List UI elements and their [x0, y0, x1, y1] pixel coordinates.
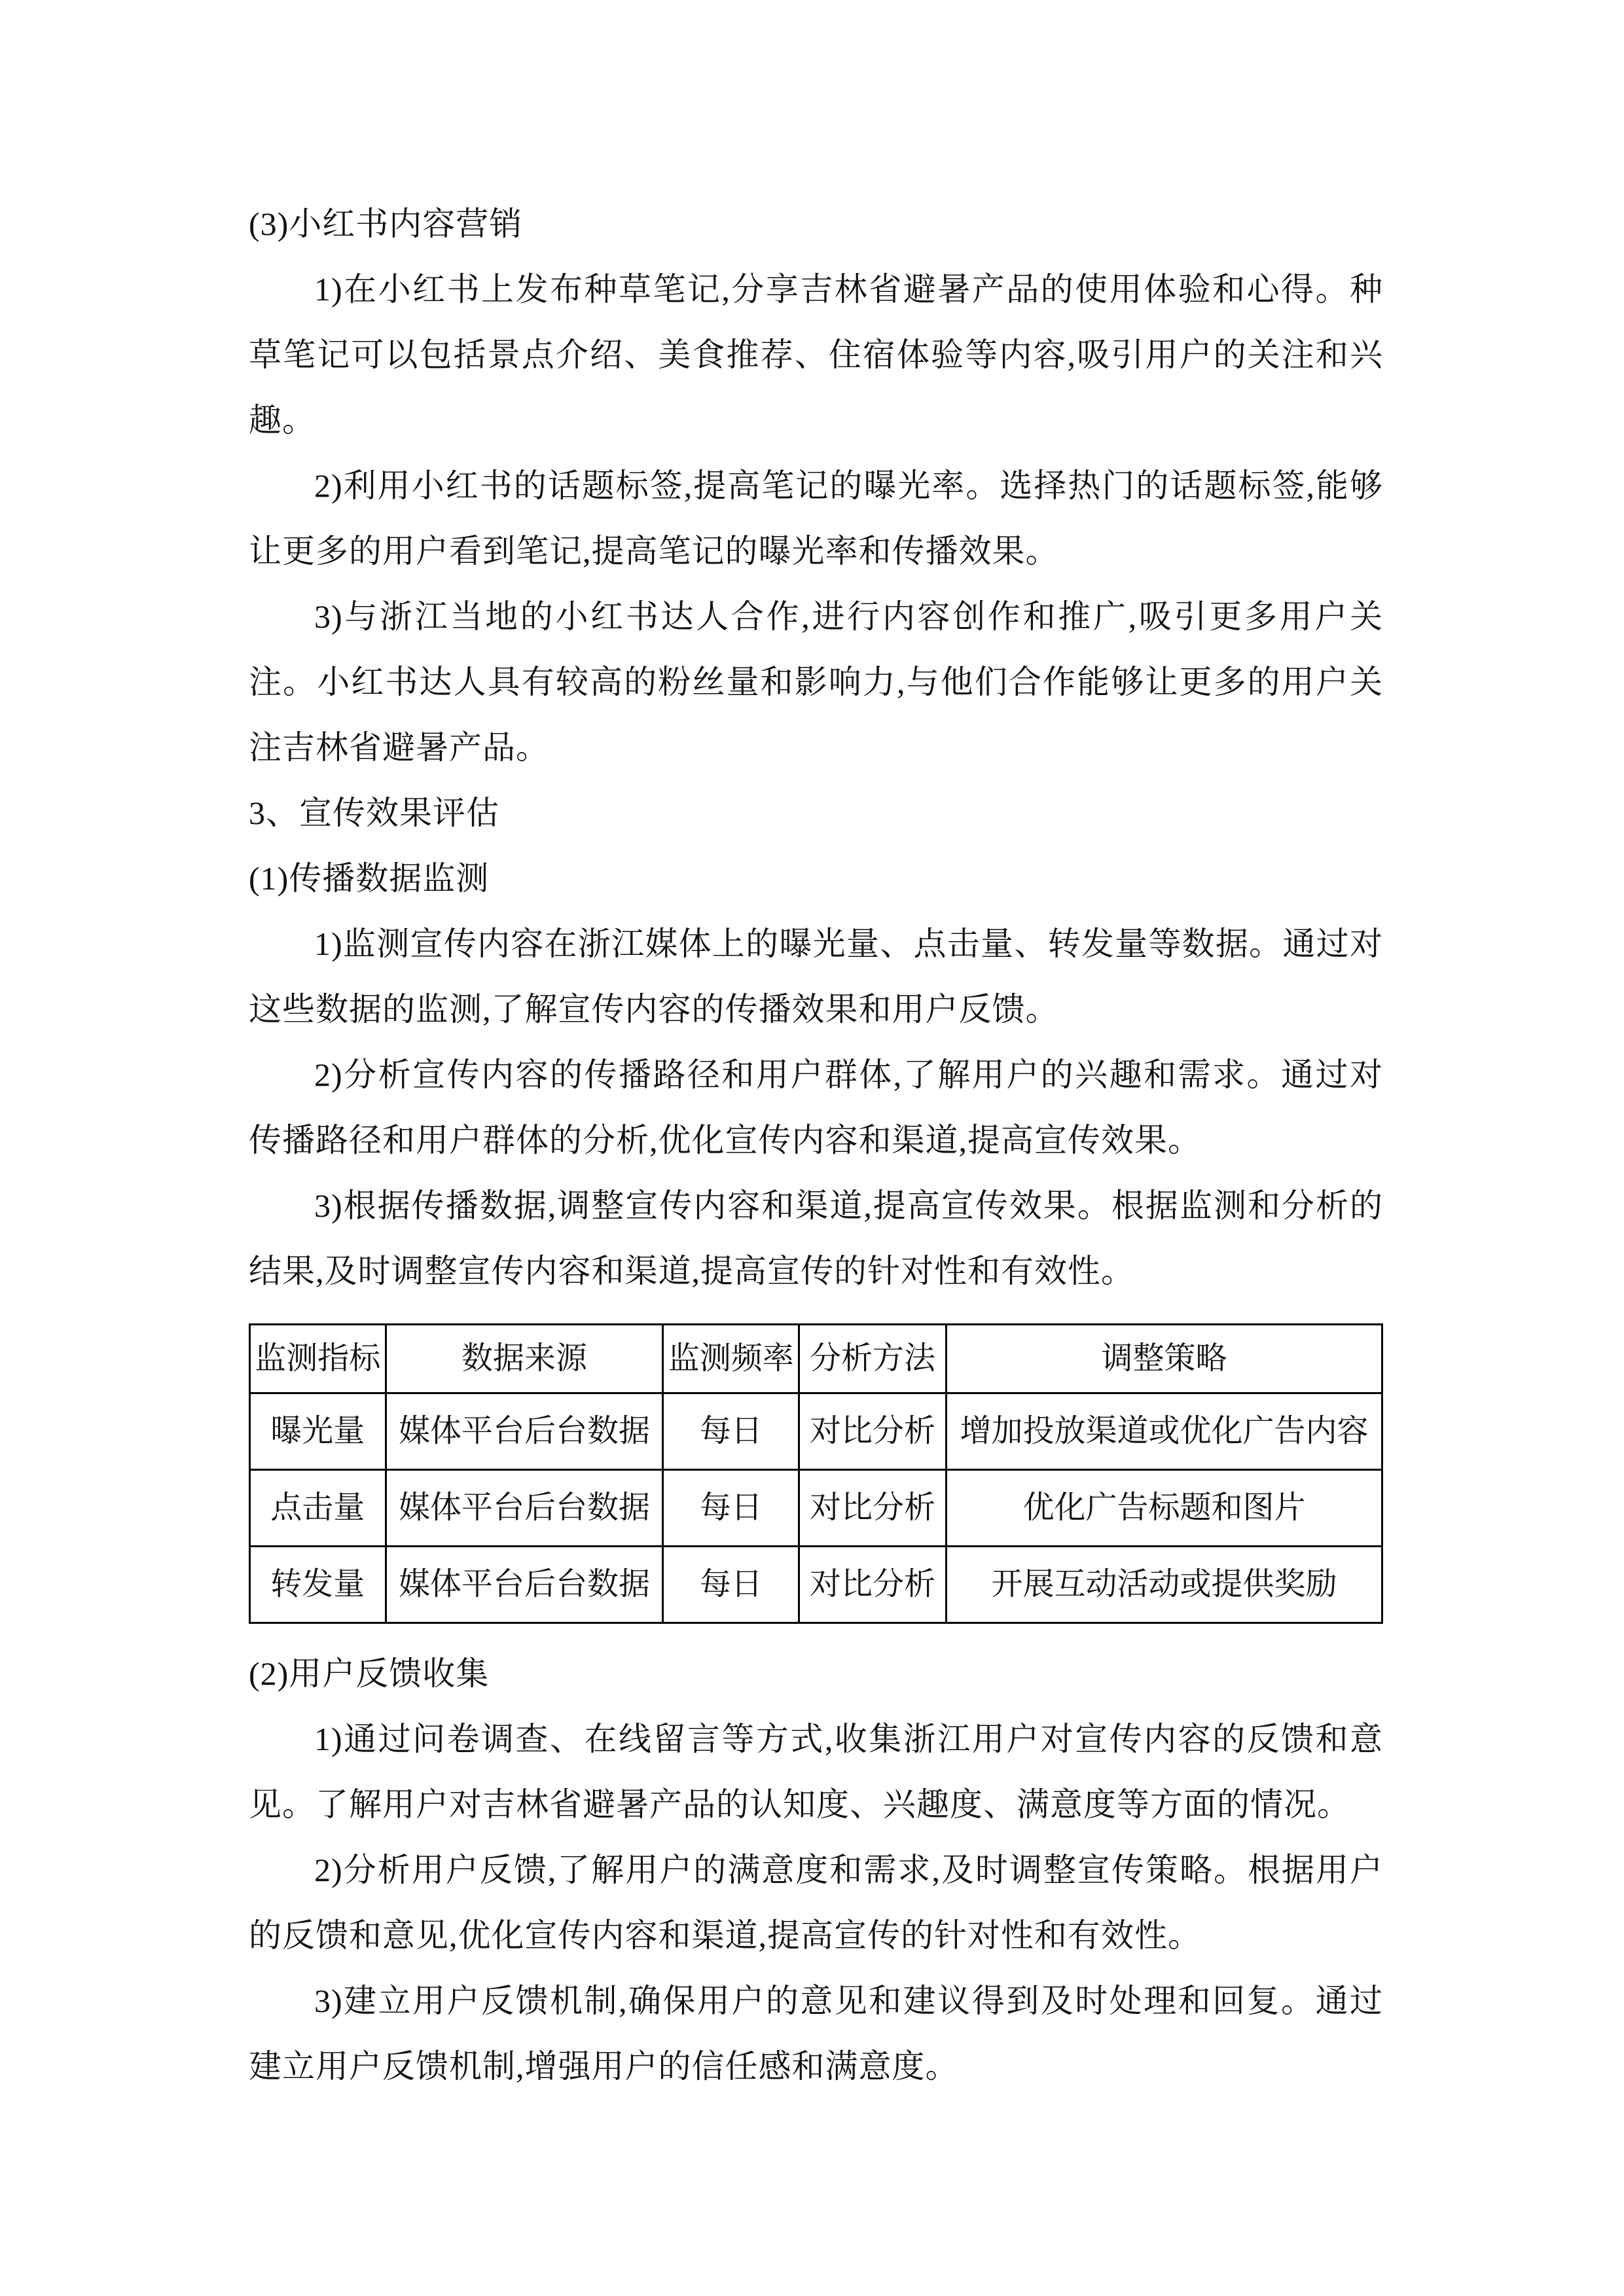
table-cell: 每日 [663, 1393, 799, 1470]
table-cell: 优化广告标题和图片 [946, 1470, 1382, 1547]
table-header-method: 分析方法 [799, 1325, 947, 1393]
table-cell: 每日 [663, 1470, 799, 1547]
table-header-strategy: 调整策略 [946, 1325, 1382, 1393]
table-header-source: 数据来源 [386, 1325, 663, 1393]
table-cell: 曝光量 [250, 1393, 386, 1470]
table-cell: 每日 [663, 1547, 799, 1623]
table-cell: 媒体平台后台数据 [386, 1393, 663, 1470]
table-cell: 媒体平台后台数据 [386, 1547, 663, 1623]
paragraph-xiaohongshu-3: 3)与浙江当地的小红书达人合作,进行内容创作和推广,吸引更多用户关注。小红书达人具有较高的粉丝量和影响力,与他们合作能够让更多的用户关注吉林省避暑产品。 [249, 598, 1383, 766]
heading-xiaohongshu-marketing: (3)小红书内容营销 [249, 206, 523, 242]
heading-user-feedback: (2)用户反馈收集 [249, 1655, 490, 1692]
paragraph-feedback-2: 2)分析用户反馈,了解用户的满意度和需求,及时调整宣传策略。根据用户的反馈和意见,优化宣传内容和渠道,提高宣传的针对性和有效性。 [249, 1852, 1383, 1954]
table-row-clicks [250, 1470, 1382, 1547]
paragraph-monitoring-3: 3)根据传播数据,调整宣传内容和渠道,提高宣传效果。根据监测和分析的结果,及时调整宣传内容和渠道,提高宣传的针对性和有效性。 [249, 1187, 1383, 1289]
paragraph-feedback-1: 1)通过问卷调查、在线留言等方式,收集浙江用户对宣传内容的反馈和意见。了解用户对吉林省避暑产品的认知度、兴趣度、满意度等方面的情况。 [249, 1721, 1383, 1823]
table-row-shares [250, 1547, 1382, 1623]
table-cell: 媒体平台后台数据 [386, 1470, 663, 1547]
monitoring-strategy-table [249, 1323, 1383, 1624]
paragraph-xiaohongshu-1: 1)在小红书上发布种草笔记,分享吉林省避暑产品的使用体验和心得。种草笔记可以包括景点介绍、美食推荐、住宿体验等内容,吸引用户的关注和兴趣。 [249, 271, 1383, 439]
table-row-exposure [250, 1393, 1382, 1470]
paragraph-monitoring-2: 2)分析宣传内容的传播路径和用户群体,了解用户的兴趣和需求。通过对传播路径和用户群体的分析,优化宣传内容和渠道,提高宣传效果。 [249, 1056, 1383, 1158]
table-header-indicator: 监测指标 [250, 1325, 386, 1393]
heading-effect-evaluation: 3、宣传效果评估 [249, 795, 499, 831]
paragraph-xiaohongshu-2: 2)利用小红书的话题标签,提高笔记的曝光率。选择热门的话题标签,能够让更多的用户看到笔记,提高笔记的曝光率和传播效果。 [249, 467, 1383, 569]
table-cell: 对比分析 [799, 1393, 947, 1470]
table-cell: 转发量 [250, 1547, 386, 1623]
table-header-frequency: 监测频率 [663, 1325, 799, 1393]
table-cell: 对比分析 [799, 1547, 947, 1623]
heading-data-monitoring: (1)传播数据监测 [249, 860, 490, 897]
table-cell: 对比分析 [799, 1470, 947, 1547]
table-cell: 开展互动活动或提供奖励 [946, 1547, 1382, 1623]
table-header-row [250, 1325, 1382, 1393]
paragraph-feedback-3: 3)建立用户反馈机制,确保用户的意见和建议得到及时处理和回复。通过建立用户反馈机制,增强用户的信任感和满意度。 [249, 1982, 1383, 2085]
table-cell: 点击量 [250, 1470, 386, 1547]
table-cell: 增加投放渠道或优化广告内容 [946, 1393, 1382, 1470]
paragraph-monitoring-1: 1)监测宣传内容在浙江媒体上的曝光量、点击量、转发量等数据。通过对这些数据的监测,了解宣传内容的传播效果和用户反馈。 [249, 925, 1383, 1028]
